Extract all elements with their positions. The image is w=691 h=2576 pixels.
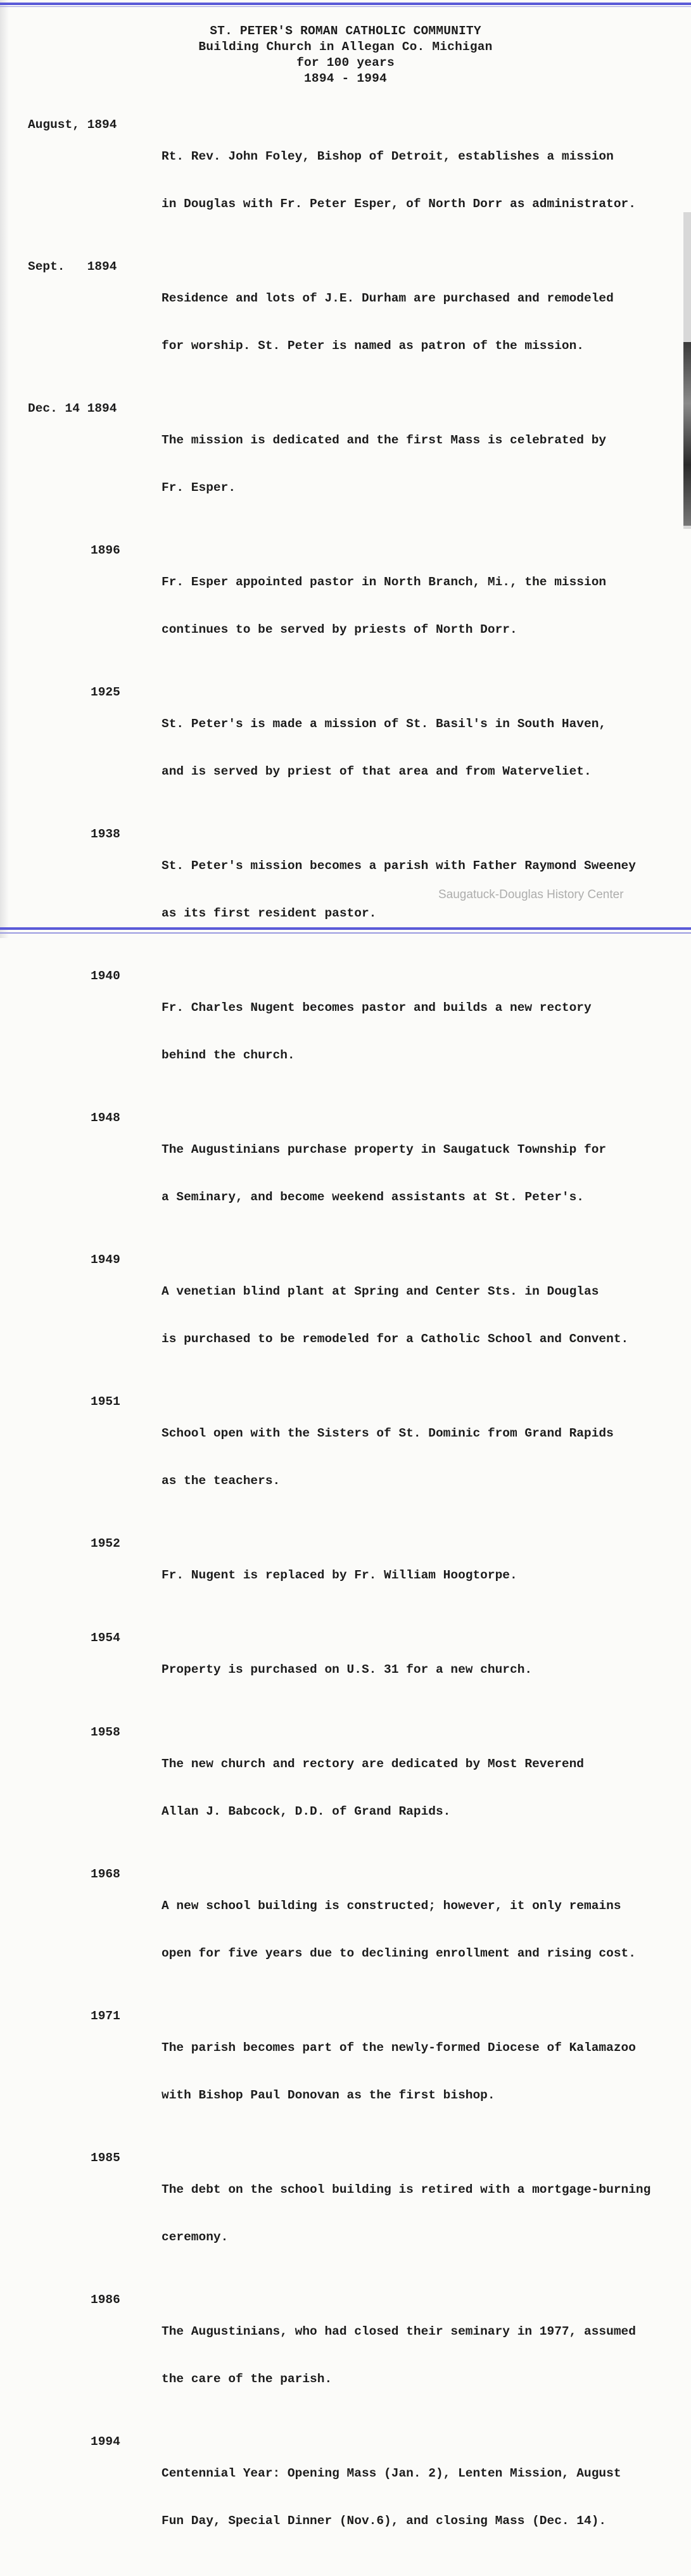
entry-line: is purchased to be remodeled for a Catholic School and Convent. — [162, 1332, 629, 1346]
entry-date: August, 1894 — [28, 118, 117, 132]
entry-description — [162, 1725, 687, 1851]
entry-line: Residence and lots of J.E. Durham are purchased and remodeled — [162, 291, 614, 305]
timeline-entry — [0, 1867, 691, 1993]
timeline-entry — [0, 968, 691, 1095]
timeline-entry — [0, 117, 691, 244]
entry-date: 1940 — [91, 969, 120, 983]
timeline-entry — [0, 2434, 691, 2561]
timeline-entry — [0, 1536, 691, 1615]
header-duration: for 100 years — [296, 56, 395, 70]
entry-date: 1954 — [91, 1631, 120, 1645]
timeline-entry — [0, 543, 691, 669]
entry-line: Rt. Rev. John Foley, Bishop of Detroit, establishes a mission — [162, 149, 614, 163]
entry-description — [162, 1394, 687, 1521]
entry-date: 1949 — [91, 1253, 120, 1267]
timeline-entry — [0, 1394, 691, 1521]
entry-line: Fun Day, Special Dinner (Nov.6), and closing Mass (Dec. 14). — [162, 2514, 607, 2528]
top-border-rule-thin — [0, 6, 691, 7]
entry-date: 1925 — [91, 685, 120, 699]
entry-description — [162, 1252, 687, 1379]
timeline-entry — [0, 1252, 691, 1379]
entry-description — [162, 117, 687, 244]
entry-line: Centennial Year: Opening Mass (Jan. 2), Lenten Mission, August — [162, 2466, 621, 2480]
entry-date: 1968 — [91, 1867, 120, 1881]
entry-line: a Seminary, and become weekend assistants at St. Peter's. — [162, 1190, 585, 1204]
bottom-border-rule-thin — [0, 932, 691, 934]
entry-line: behind the church. — [162, 1048, 295, 1062]
entry-line: School open with the Sisters of St. Dominic from Grand Rapids — [162, 1426, 614, 1440]
entry-description — [162, 1110, 687, 1237]
entry-line: ceremony. — [162, 2230, 229, 2244]
header-subtitle: Building Church in Allegan Co. Michigan — [198, 40, 493, 54]
timeline-entry — [0, 2292, 691, 2419]
entry-description — [162, 1536, 687, 1615]
entry-line: as its first resident pastor. — [162, 906, 377, 920]
entry-date: 1948 — [91, 1111, 120, 1125]
entry-line: The mission is dedicated and the first Mass is celebrated by — [162, 433, 607, 447]
entry-line: with Bishop Paul Donovan as the first bishop. — [162, 2088, 495, 2102]
entry-line: A venetian blind plant at Spring and Center Sts. in Douglas — [162, 1285, 599, 1298]
entry-date: Dec. 14 1894 — [28, 402, 117, 416]
entry-description — [162, 685, 687, 811]
entry-line: the care of the parish. — [162, 2372, 333, 2386]
entry-description — [162, 259, 687, 386]
entry-line: open for five years due to declining enrollment and rising cost. — [162, 1946, 636, 1960]
entry-date: 1985 — [91, 2151, 120, 2165]
entry-line: continues to be served by priests of North Dorr. — [162, 623, 517, 637]
timeline-entry — [0, 1725, 691, 1851]
timeline-entry — [0, 1630, 691, 1710]
timeline-entry — [0, 401, 691, 528]
entry-description — [162, 1867, 687, 1993]
timeline-entry — [0, 259, 691, 386]
entry-line: Fr. Esper. — [162, 481, 236, 495]
entry-description — [162, 2434, 687, 2561]
entry-date: 1896 — [91, 543, 120, 557]
entry-line: St. Peter's mission becomes a parish with Father Raymond Sweeney — [162, 859, 636, 873]
timeline-entry — [0, 2008, 691, 2135]
entry-line: The debt on the school building is retired with a mortgage-burning — [162, 2183, 651, 2197]
entry-line: Fr. Charles Nugent becomes pastor and builds a new rectory — [162, 1001, 592, 1015]
entry-date: 1994 — [91, 2435, 120, 2449]
entry-date: 1958 — [91, 1725, 120, 1739]
watermark-text: Saugatuck-Douglas History Center — [438, 888, 624, 901]
entry-description — [162, 968, 687, 1095]
document-header — [0, 23, 691, 87]
entry-line: and is served by priest of that area and from Waterveliet. — [162, 765, 592, 778]
entry-line: Property is purchased on U.S. 31 for a new church. — [162, 1663, 533, 1677]
entry-line: in Douglas with Fr. Peter Esper, of North Dorr as administrator. — [162, 197, 636, 211]
entry-description — [162, 2292, 687, 2419]
timeline — [0, 117, 691, 2576]
entry-description — [162, 2008, 687, 2135]
entry-line: St. Peter's is made a mission of St. Basil's in South Haven, — [162, 717, 607, 731]
entry-line: Fr. Esper appointed pastor in North Branch, Mi., the mission — [162, 575, 607, 589]
bottom-border-rule — [0, 927, 691, 930]
entry-description — [162, 543, 687, 669]
header-years: 1894 - 1994 — [304, 72, 387, 86]
timeline-entry — [0, 2150, 691, 2277]
entry-date: Sept. 1894 — [28, 260, 117, 274]
entry-description — [162, 2150, 687, 2277]
timeline-entry — [0, 685, 691, 811]
entry-line: as the teachers. — [162, 1474, 281, 1488]
header-title: ST. PETER'S ROMAN CATHOLIC COMMUNITY — [210, 24, 481, 38]
entry-date: 1951 — [91, 1395, 120, 1409]
top-border-rule — [0, 3, 691, 5]
entry-line: A new school building is constructed; however, it only remains — [162, 1899, 621, 1913]
entry-date: 1986 — [91, 2293, 120, 2307]
entry-line: The Augustinians, who had closed their seminary in 1977, assumed — [162, 2325, 636, 2338]
entry-description — [162, 401, 687, 528]
entry-line: for worship. St. Peter is named as patron of the mission. — [162, 339, 585, 353]
entry-line: The parish becomes part of the newly-formed Diocese of Kalamazoo — [162, 2041, 636, 2055]
entry-line: Fr. Nugent is replaced by Fr. William Hoogtorpe. — [162, 1568, 517, 1582]
entry-description — [162, 1630, 687, 1710]
entry-line: Allan J. Babcock, D.D. of Grand Rapids. — [162, 1805, 451, 1818]
entry-line: The new church and rectory are dedicated by Most Reverend — [162, 1757, 585, 1771]
timeline-entry — [0, 1110, 691, 1237]
entry-date: 1971 — [91, 2009, 120, 2023]
entry-date: 1952 — [91, 1537, 120, 1551]
entry-line: The Augustinians purchase property in Saugatuck Township for — [162, 1143, 607, 1157]
entry-date: 1938 — [91, 827, 120, 841]
